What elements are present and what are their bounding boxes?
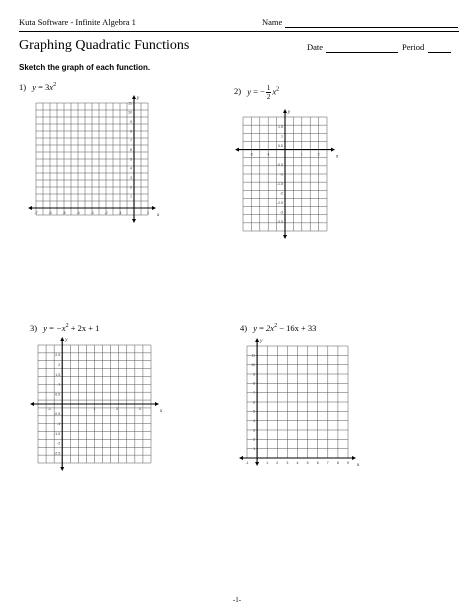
x-tick-label: 3 xyxy=(138,407,141,411)
y-tick-label: -1.5 xyxy=(54,431,61,436)
x-tick-label: 1 xyxy=(266,461,269,465)
y-tick-label: -2 xyxy=(279,191,283,196)
y-tick-label: 5 xyxy=(130,157,132,162)
eq-term-1: −x xyxy=(56,323,66,333)
x-tick-label: 2 xyxy=(317,152,320,157)
y-tick-label: 2 xyxy=(253,437,256,442)
x-axis-label: x xyxy=(336,154,339,160)
x-tick-label: 3 xyxy=(286,461,289,465)
y-tick-label: -3 xyxy=(279,210,283,215)
y-tick-label: 1.5 xyxy=(55,372,61,377)
x-tick-label: -2 xyxy=(104,211,108,215)
eq-lhs: y xyxy=(253,323,257,333)
eq-equals: = xyxy=(259,323,264,333)
x-arrow-right xyxy=(352,456,356,460)
y-arrow-down xyxy=(255,462,259,466)
x-tick-label: 6 xyxy=(316,461,319,465)
page-number: -1- xyxy=(232,596,242,604)
x-tick-label: 1 xyxy=(300,152,303,157)
eq-denominator: 2 xyxy=(266,93,271,101)
x-tick-label: -2 xyxy=(249,152,254,157)
eq-var: x xyxy=(272,86,277,97)
eq-exp: 2 xyxy=(274,323,278,330)
problem-number: 3) xyxy=(30,323,38,333)
x-tick-label: -4 xyxy=(76,211,80,215)
y-axis-label: y xyxy=(260,339,263,344)
x-axis-label: x xyxy=(357,463,360,468)
eq-lhs: y xyxy=(32,82,36,92)
x-tick-label: 4 xyxy=(296,461,299,465)
y-axis-label: y xyxy=(288,110,291,115)
x-tick-label: 2 xyxy=(116,407,119,411)
x-tick-label: 1 xyxy=(147,211,149,215)
x-arrow-left xyxy=(239,456,243,460)
y-tick-label: 7 xyxy=(253,390,256,395)
eq-term-1: 2x xyxy=(266,323,275,333)
x-tick-label: 1 xyxy=(93,407,96,411)
y-tick-label: 10 xyxy=(251,362,256,367)
period-label: Period xyxy=(402,42,425,52)
eq-equals: = xyxy=(38,82,43,92)
y-tick-label: 9 xyxy=(130,119,132,124)
y-tick-label: 11 xyxy=(128,101,132,106)
x-tick-label: -1 xyxy=(47,407,51,411)
eq-var: x xyxy=(49,82,54,92)
x-tick-label: 8 xyxy=(336,461,339,465)
x-axis-label: x xyxy=(157,213,160,218)
y-tick-label: 5 xyxy=(253,409,256,414)
y-tick-label: -2.5 xyxy=(276,200,283,205)
y-tick-label: 0.5 xyxy=(55,392,61,397)
y-tick-label: 1 xyxy=(253,446,256,451)
x-tick-label: -7 xyxy=(34,211,38,215)
y-tick-label: -0.5 xyxy=(54,412,61,417)
y-tick-label: 1 xyxy=(58,382,61,387)
name-label: Name xyxy=(262,17,283,27)
y-tick-label: 9 xyxy=(253,372,256,377)
eq-coef: 3 xyxy=(45,82,50,92)
y-tick-label: 4 xyxy=(253,418,256,423)
y-arrow-up xyxy=(255,338,259,342)
instructions: Sketch the graph of each function. xyxy=(19,63,151,72)
y-tick-label: 10 xyxy=(128,110,132,115)
eq-exp: 2 xyxy=(53,82,57,89)
y-tick-label: 1 xyxy=(130,194,132,199)
y-tick-label: 2 xyxy=(58,362,61,367)
eq-lhs: y xyxy=(43,323,47,333)
problem-number: 2) xyxy=(234,86,242,97)
x-tick-label: -1 xyxy=(245,461,249,465)
y-tick-label: 8 xyxy=(130,129,132,134)
problem-number: 1) xyxy=(19,82,27,92)
y-tick-label: -2.5 xyxy=(54,451,61,456)
y-tick-label: 0.5 xyxy=(278,143,283,148)
y-tick-label: -1 xyxy=(279,172,283,177)
y-tick-label: -1 xyxy=(57,421,61,426)
eq-exp: 2 xyxy=(276,86,280,93)
y-tick-label: 3 xyxy=(130,175,132,180)
y-tick-label: 2.5 xyxy=(55,353,61,358)
date-label: Date xyxy=(307,42,324,52)
x-tick-label: -1 xyxy=(118,211,122,215)
x-tick-label: -3 xyxy=(90,211,94,215)
eq-numerator: 1 xyxy=(266,84,271,92)
y-tick-label: -1.5 xyxy=(276,181,283,186)
x-tick-label: 5 xyxy=(306,461,309,465)
y-tick-label: 8 xyxy=(253,381,256,386)
x-tick-label: 7 xyxy=(326,461,329,465)
y-tick-label: 11 xyxy=(251,353,256,358)
y-tick-label: -3.5 xyxy=(276,219,283,224)
x-tick-label: -6 xyxy=(48,211,52,215)
x-tick-label: -1 xyxy=(266,152,270,157)
y-tick-label: -0.5 xyxy=(276,162,283,167)
publisher-label: Kuta Software - Infinite Algebra 1 xyxy=(19,17,136,27)
x-tick-label: -5 xyxy=(62,211,66,215)
x-axis-label: x xyxy=(160,409,163,414)
y-tick-label: 6 xyxy=(130,147,132,152)
y-tick-label: -2 xyxy=(57,441,61,446)
y-tick-label: 1 xyxy=(281,134,283,139)
eq-equals: = xyxy=(49,323,54,333)
eq-sign: − xyxy=(260,86,265,97)
y-tick-label: 2 xyxy=(130,185,132,190)
x-tick-label: 9 xyxy=(347,461,349,465)
y-tick-label: 4 xyxy=(130,166,132,171)
x-tick-label: 2 xyxy=(276,461,279,465)
y-tick-label: 6 xyxy=(253,400,256,405)
eq-exp: 2 xyxy=(65,323,69,330)
eq-equals: = xyxy=(253,86,258,97)
y-axis-label: y xyxy=(137,96,140,101)
y-axis-label: y xyxy=(65,338,68,343)
y-tick-label: 1.5 xyxy=(278,124,283,129)
eq-lhs: y xyxy=(247,86,251,97)
y-tick-label: 7 xyxy=(130,138,132,143)
problem-number: 4) xyxy=(240,323,248,333)
page-title: Graphing Quadratic Functions xyxy=(19,38,190,53)
eq-term-2: − 16x + 33 xyxy=(277,323,317,333)
y-tick-label: 3 xyxy=(253,428,256,433)
eq-term-2: + 2x + 1 xyxy=(68,323,100,333)
